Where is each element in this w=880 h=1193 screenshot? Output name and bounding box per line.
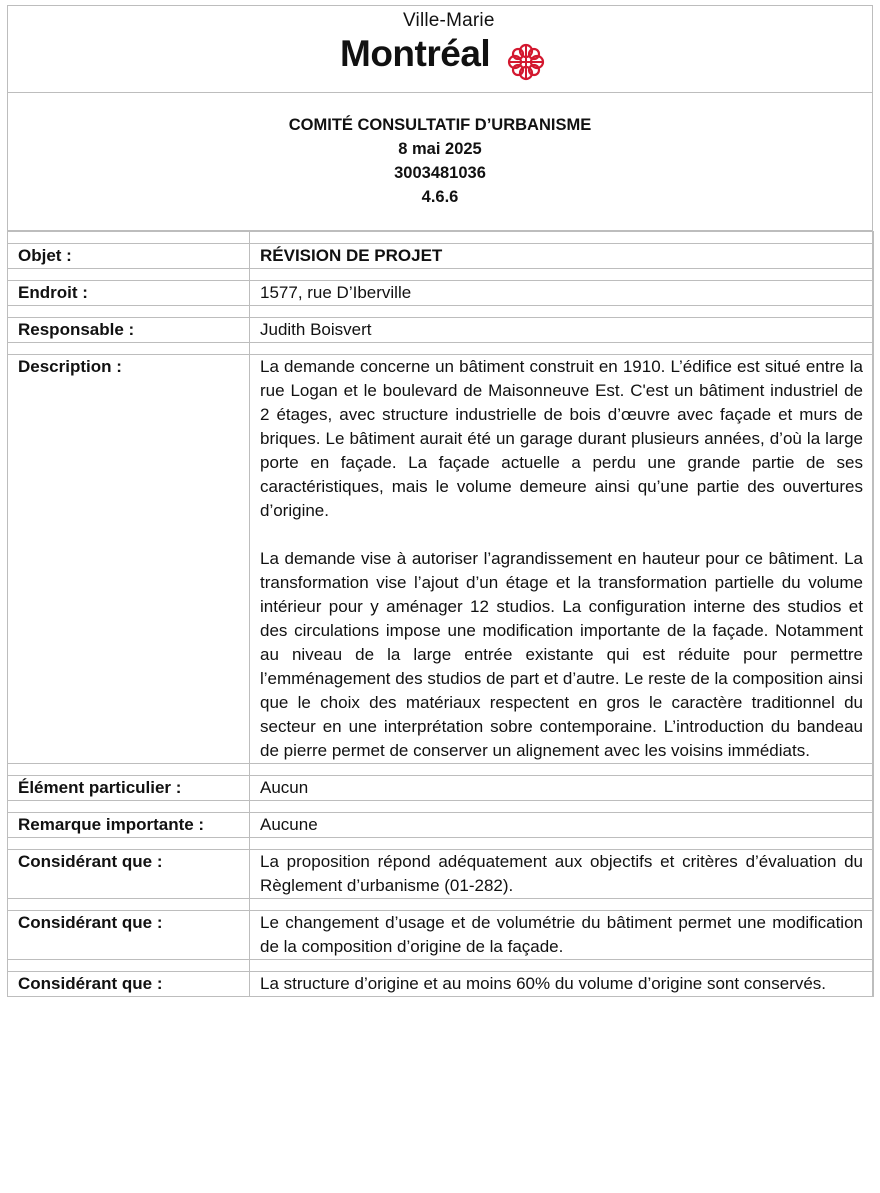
row-value: Aucun	[250, 776, 874, 801]
committee-name: COMITÉ CONSULTATIF D’URBANISME	[288, 116, 592, 134]
table-row	[8, 318, 874, 343]
row-label: Description :	[8, 355, 250, 764]
table-row	[8, 776, 874, 801]
table-row	[8, 911, 874, 960]
agenda-item: 4.6.6	[421, 188, 459, 206]
row-label: Endroit :	[8, 281, 250, 306]
row-label: Considérant que :	[8, 972, 250, 997]
logo-city-name: Montréal	[340, 33, 491, 74]
row-value: Judith Boisvert	[250, 318, 874, 343]
logo-borough-name: Ville-Marie	[403, 10, 495, 31]
project-details-table	[7, 231, 874, 997]
table-row	[8, 850, 874, 899]
meeting-title-block	[8, 93, 872, 231]
row-value: 1577, rue D’Iberville	[250, 281, 874, 306]
file-number: 3003481036	[394, 164, 486, 182]
row-value: Aucune	[250, 813, 874, 838]
table-row	[8, 281, 874, 306]
row-label: Remarque importante :	[8, 813, 250, 838]
row-value: La structure d’origine et au moins 60% du volume d’origine sont conservés.	[250, 972, 874, 997]
table-row	[8, 972, 874, 997]
row-value: La proposition répond adéquatement aux objectifs et critères d’évaluation du Règlement d’urbanisme (01-282).	[250, 850, 874, 899]
row-label: Élément particulier :	[8, 776, 250, 801]
table-row	[8, 813, 874, 838]
row-label: Considérant que :	[8, 850, 250, 899]
row-label: Considérant que :	[8, 911, 250, 960]
logo-header	[8, 6, 872, 93]
row-value: Le changement d’usage et de volumétrie du bâtiment permet une modification de la composition d’origine de la façade.	[250, 911, 874, 960]
row-value	[250, 355, 874, 764]
row-value: RÉVISION DE PROJET	[250, 244, 874, 269]
row-label: Objet :	[8, 244, 250, 269]
table-row	[8, 355, 874, 764]
montreal-rose-icon	[506, 42, 546, 82]
table-row	[8, 244, 874, 269]
row-label: Responsable :	[8, 318, 250, 343]
description-paragraph: La demande vise à autoriser l’agrandissement en hauteur pour ce bâtiment. La transformation vise l’ajout d’un étage et la transformation partielle du volume intérieur pour y aménager 12 studios. La configuration interne des studios et des circulations impose une modification importante de la façade. Notamment au niveau de la large entrée existante qui est réduite pour permettre l’emménagement des studios de part et d’autre. Le reste de la composition ainsi que le choix des matériaux respectent en gros le caractère traditionnel du secteur en une interprétation sobre contemporaine. L’introduction du bandeau de pierre permet de conserver un alignement avec les voisins immédiats.	[260, 549, 863, 760]
description-paragraph: La demande concerne un bâtiment construit en 1910. L’édifice est situé entre la rue Logan et le boulevard de Maisonneuve Est. C'est un bâtiment industriel de 2 étages, avec structure industrielle de bois d’œuvre avec façade et murs de briques. Le bâtiment aurait été un garage durant plusieurs années, d’où la large porte en façade. La façade actuelle a perdu une grande partie de ses caractéristiques, mais le volume demeure ainsi qu’une partie des ouvertures d’origine.	[260, 357, 863, 520]
document-frame	[7, 5, 873, 997]
meeting-date: 8 mai 2025	[398, 140, 482, 158]
